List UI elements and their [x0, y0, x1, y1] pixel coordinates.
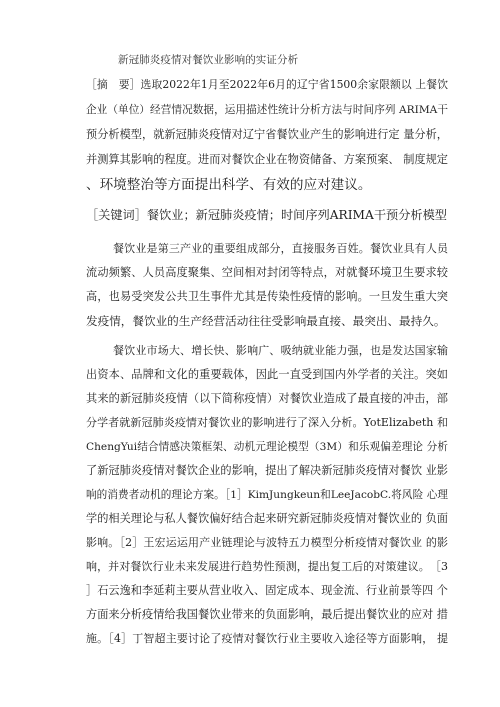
body-line: 响，并对餐饮行业未来发展进行趋势性预测，提出复工后的对策建议。 ［3 [86, 560, 448, 573]
abstract-line: 、环境整治等方面提出科学、有效的应对建议。 [86, 177, 372, 193]
body-line: 出资本、品牌和文化的重要载体，因此一直受到国内外学者的关注。突如 [86, 368, 448, 381]
body-line: 施。［4］丁智超主要讨论了疫情对餐饮行业主要收入途径等方面影响， 提 [86, 632, 448, 645]
abstract-line: 企业（单位）经营情况数据，运用描述性统计分析方法与时间序列 ARIMA干 [86, 104, 448, 116]
body-line: 流动频繁、人员高度聚集、空间相对封闭等特点，对就餐环境卫生要求较 [86, 266, 448, 279]
keywords-line: ［关键词］餐饮业；新冠肺炎疫情；时间序列ARIMA干预分析模型 [86, 208, 447, 222]
body-line: 高，也易受突发公共卫生事件尤其是传染性疫情的影响。一旦发生重大突 [86, 290, 448, 303]
body-line: 其来的新冠肺炎疫情（以下简称疫情）对餐饮业造成了最直接的冲击，部 [86, 392, 448, 405]
body-line: ChengYui结合情感决策框架、动机元理论模型（3M）和乐观偏差理论 分析 [86, 441, 448, 453]
body-line: 影响。［2］王宏运运用产业链理论与波特五力模型分析疫情对餐饮业 的影 [86, 536, 448, 549]
abstract-line: 预分析模型，就新冠肺炎疫情对辽宁省餐饮业产生的影响进行定 量分析， [86, 128, 448, 141]
body-line: 分学者就新冠肺炎疫情对餐饮业的影响进行了深入分析。YotElizabeth 和 [86, 416, 448, 429]
body-line: 餐饮业是第三产业的重要组成部分，直接服务百姓。餐饮业具有人员 [113, 242, 448, 255]
body-line: 方面来分析疫情给我国餐饮业带来的负面影响，最后提出餐饮业的应对 措 [86, 608, 448, 621]
body-line: 学的相关理论与私人餐饮偏好结合起来研究新冠肺炎疫情对餐饮业的 负面 [86, 512, 448, 525]
abstract-line: 并测算其影响的程度。进而对餐饮企业在物资储备、方案预案、 制度规定 [86, 153, 448, 166]
body-line: 响的消费者动机的理论方案。［1］KimJungkeun和LeeJacobC.将风险 心理 [86, 489, 448, 501]
body-line: ］石云逸和李延莉主要从营业收入、固定成本、现金流、行业前景等四 个 [86, 584, 448, 597]
body-line: 了新冠肺炎疫情对餐饮企业的影响，提出了解决新冠肺炎疫情对餐饮 业影 [86, 464, 448, 477]
running-title: 新冠肺炎疫情对餐饮业影响的实证分析 [118, 54, 299, 66]
abstract-line: ［摘 要］选取2022年1月至2022年6月的辽宁省1500余家限额以 上餐饮 [86, 78, 448, 91]
body-line: 发疫情，餐饮业的生产经营活动往往受影响最直接、最突出、最持久。 [86, 314, 446, 328]
body-line: 餐饮业市场大、增长快、影响广、吸纳就业能力强，也是发达国家输 [113, 344, 448, 357]
